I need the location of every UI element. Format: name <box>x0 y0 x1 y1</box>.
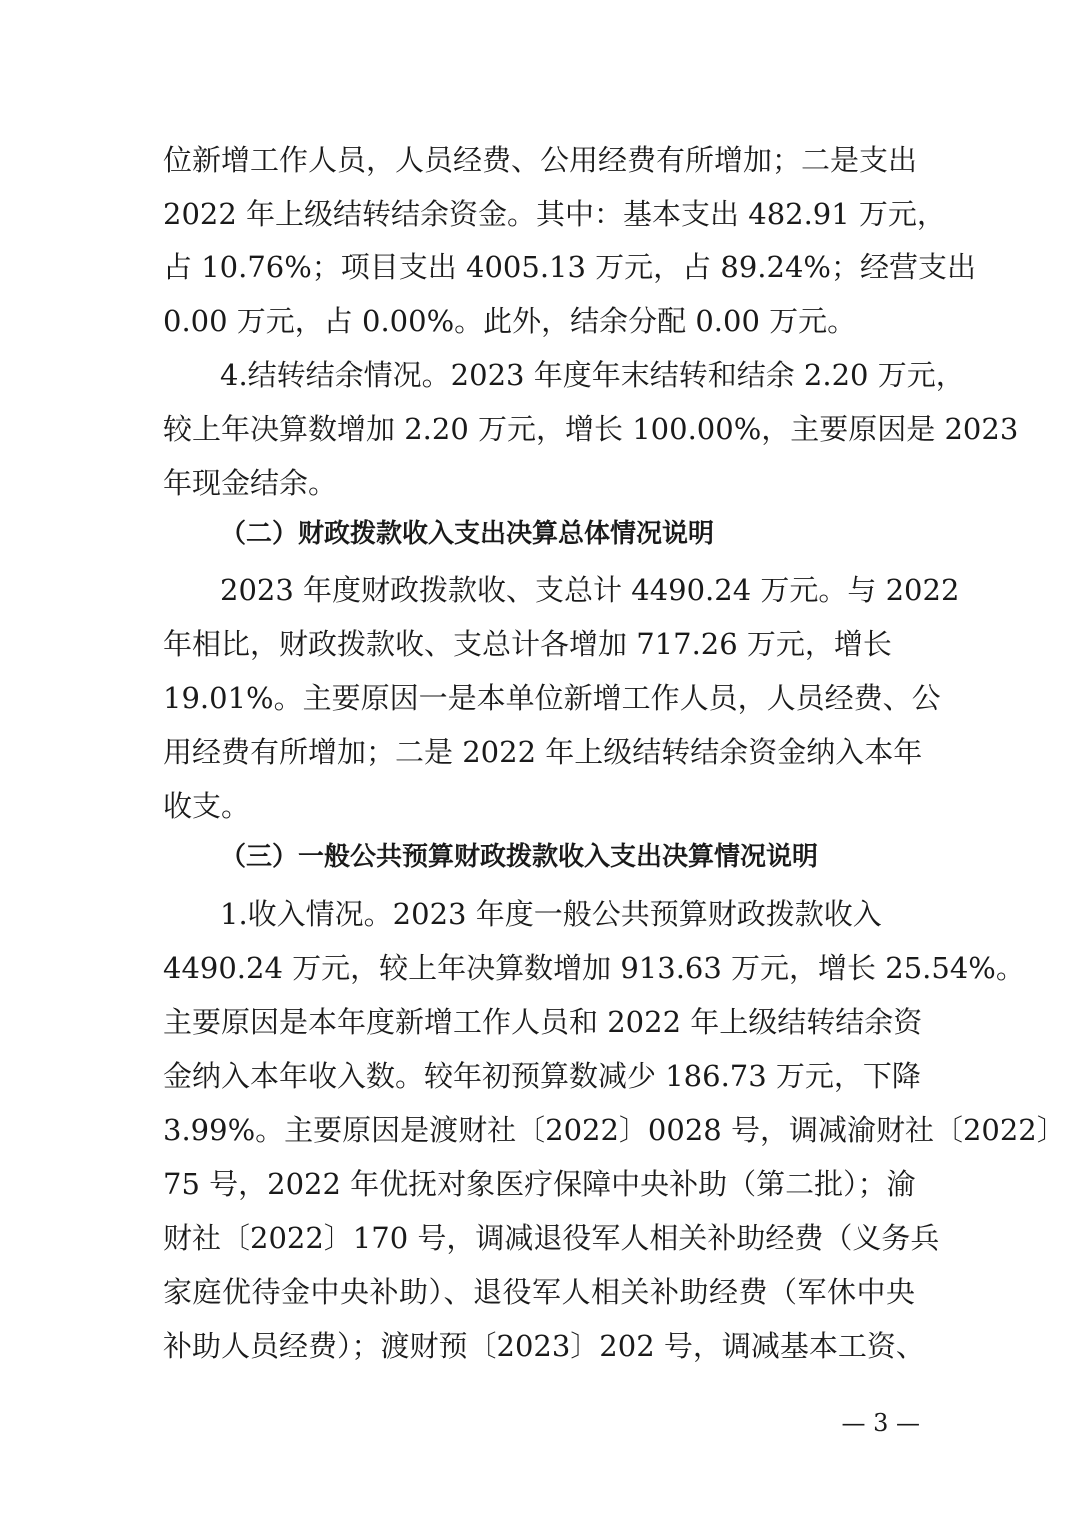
body-line: 4490.24 万元，较上年决算数增加 913.63 万元，增长 25.54%。 <box>163 951 1025 985</box>
section-heading: （二）财政拨款收入支出决算总体情况说明 <box>220 519 715 549</box>
body-line: 2022 年上级结转结余资金。其中：基本支出 482.91 万元， <box>163 197 946 231</box>
body-line: 3.99%。主要原因是渡财社〔2022〕0028 号，调减渝财社〔2022〕 <box>163 1113 1066 1147</box>
body-line: 较上年决算数增加 2.20 万元，增长 100.00%，主要原因是 2023 <box>163 412 1019 446</box>
body-line: 年相比，财政拨款收、支总计各增加 717.26 万元，增长 <box>163 627 892 661</box>
body-line: 4.结转结余情况。2023 年度年末结转和结余 2.20 万元， <box>220 358 965 392</box>
body-line: 补助人员经费）；渡财预〔2023〕202 号，调减基本工资、 <box>163 1329 925 1363</box>
body-line: 75 号，2022 年优抚对象医疗保障中央补助（第二批）；渝 <box>163 1167 916 1201</box>
body-line: 家庭优待金中央补助）、退役军人相关补助经费（军休中央 <box>163 1275 915 1309</box>
body-line: 2023 年度财政拨款收、支总计 4490.24 万元。与 2022 <box>220 573 960 607</box>
section-heading: （三）一般公共预算财政拨款收入支出决算情况说明 <box>220 842 819 872</box>
body-line: 金纳入本年收入数。较年初预算数减少 186.73 万元，下降 <box>163 1059 921 1093</box>
body-line: 位新增工作人员，人员经费、公用经费有所增加；二是支出 <box>163 143 918 177</box>
page-number: — 3 — <box>841 1409 920 1437</box>
body-line: 主要原因是本年度新增工作人员和 2022 年上级结转结余资 <box>163 1005 923 1039</box>
body-line: 收支。 <box>163 789 251 823</box>
body-line: 0.00 万元，占 0.00%。此外，结余分配 0.00 万元。 <box>163 304 857 338</box>
body-line: 19.01%。主要原因一是本单位新增工作人员，人员经费、公 <box>163 681 941 715</box>
body-line: 财社〔2022〕170 号，调减退役军人相关补助经费（义务兵 <box>163 1221 940 1255</box>
body-line: 年现金结余。 <box>163 466 338 500</box>
body-line: 占 10.76%；项目支出 4005.13 万元，占 89.24%；经营支出 <box>163 250 976 284</box>
body-line: 1.收入情况。2023 年度一般公共预算财政拨款收入 <box>220 897 882 931</box>
body-line: 用经费有所增加；二是 2022 年上级结转结余资金纳入本年 <box>163 735 923 769</box>
